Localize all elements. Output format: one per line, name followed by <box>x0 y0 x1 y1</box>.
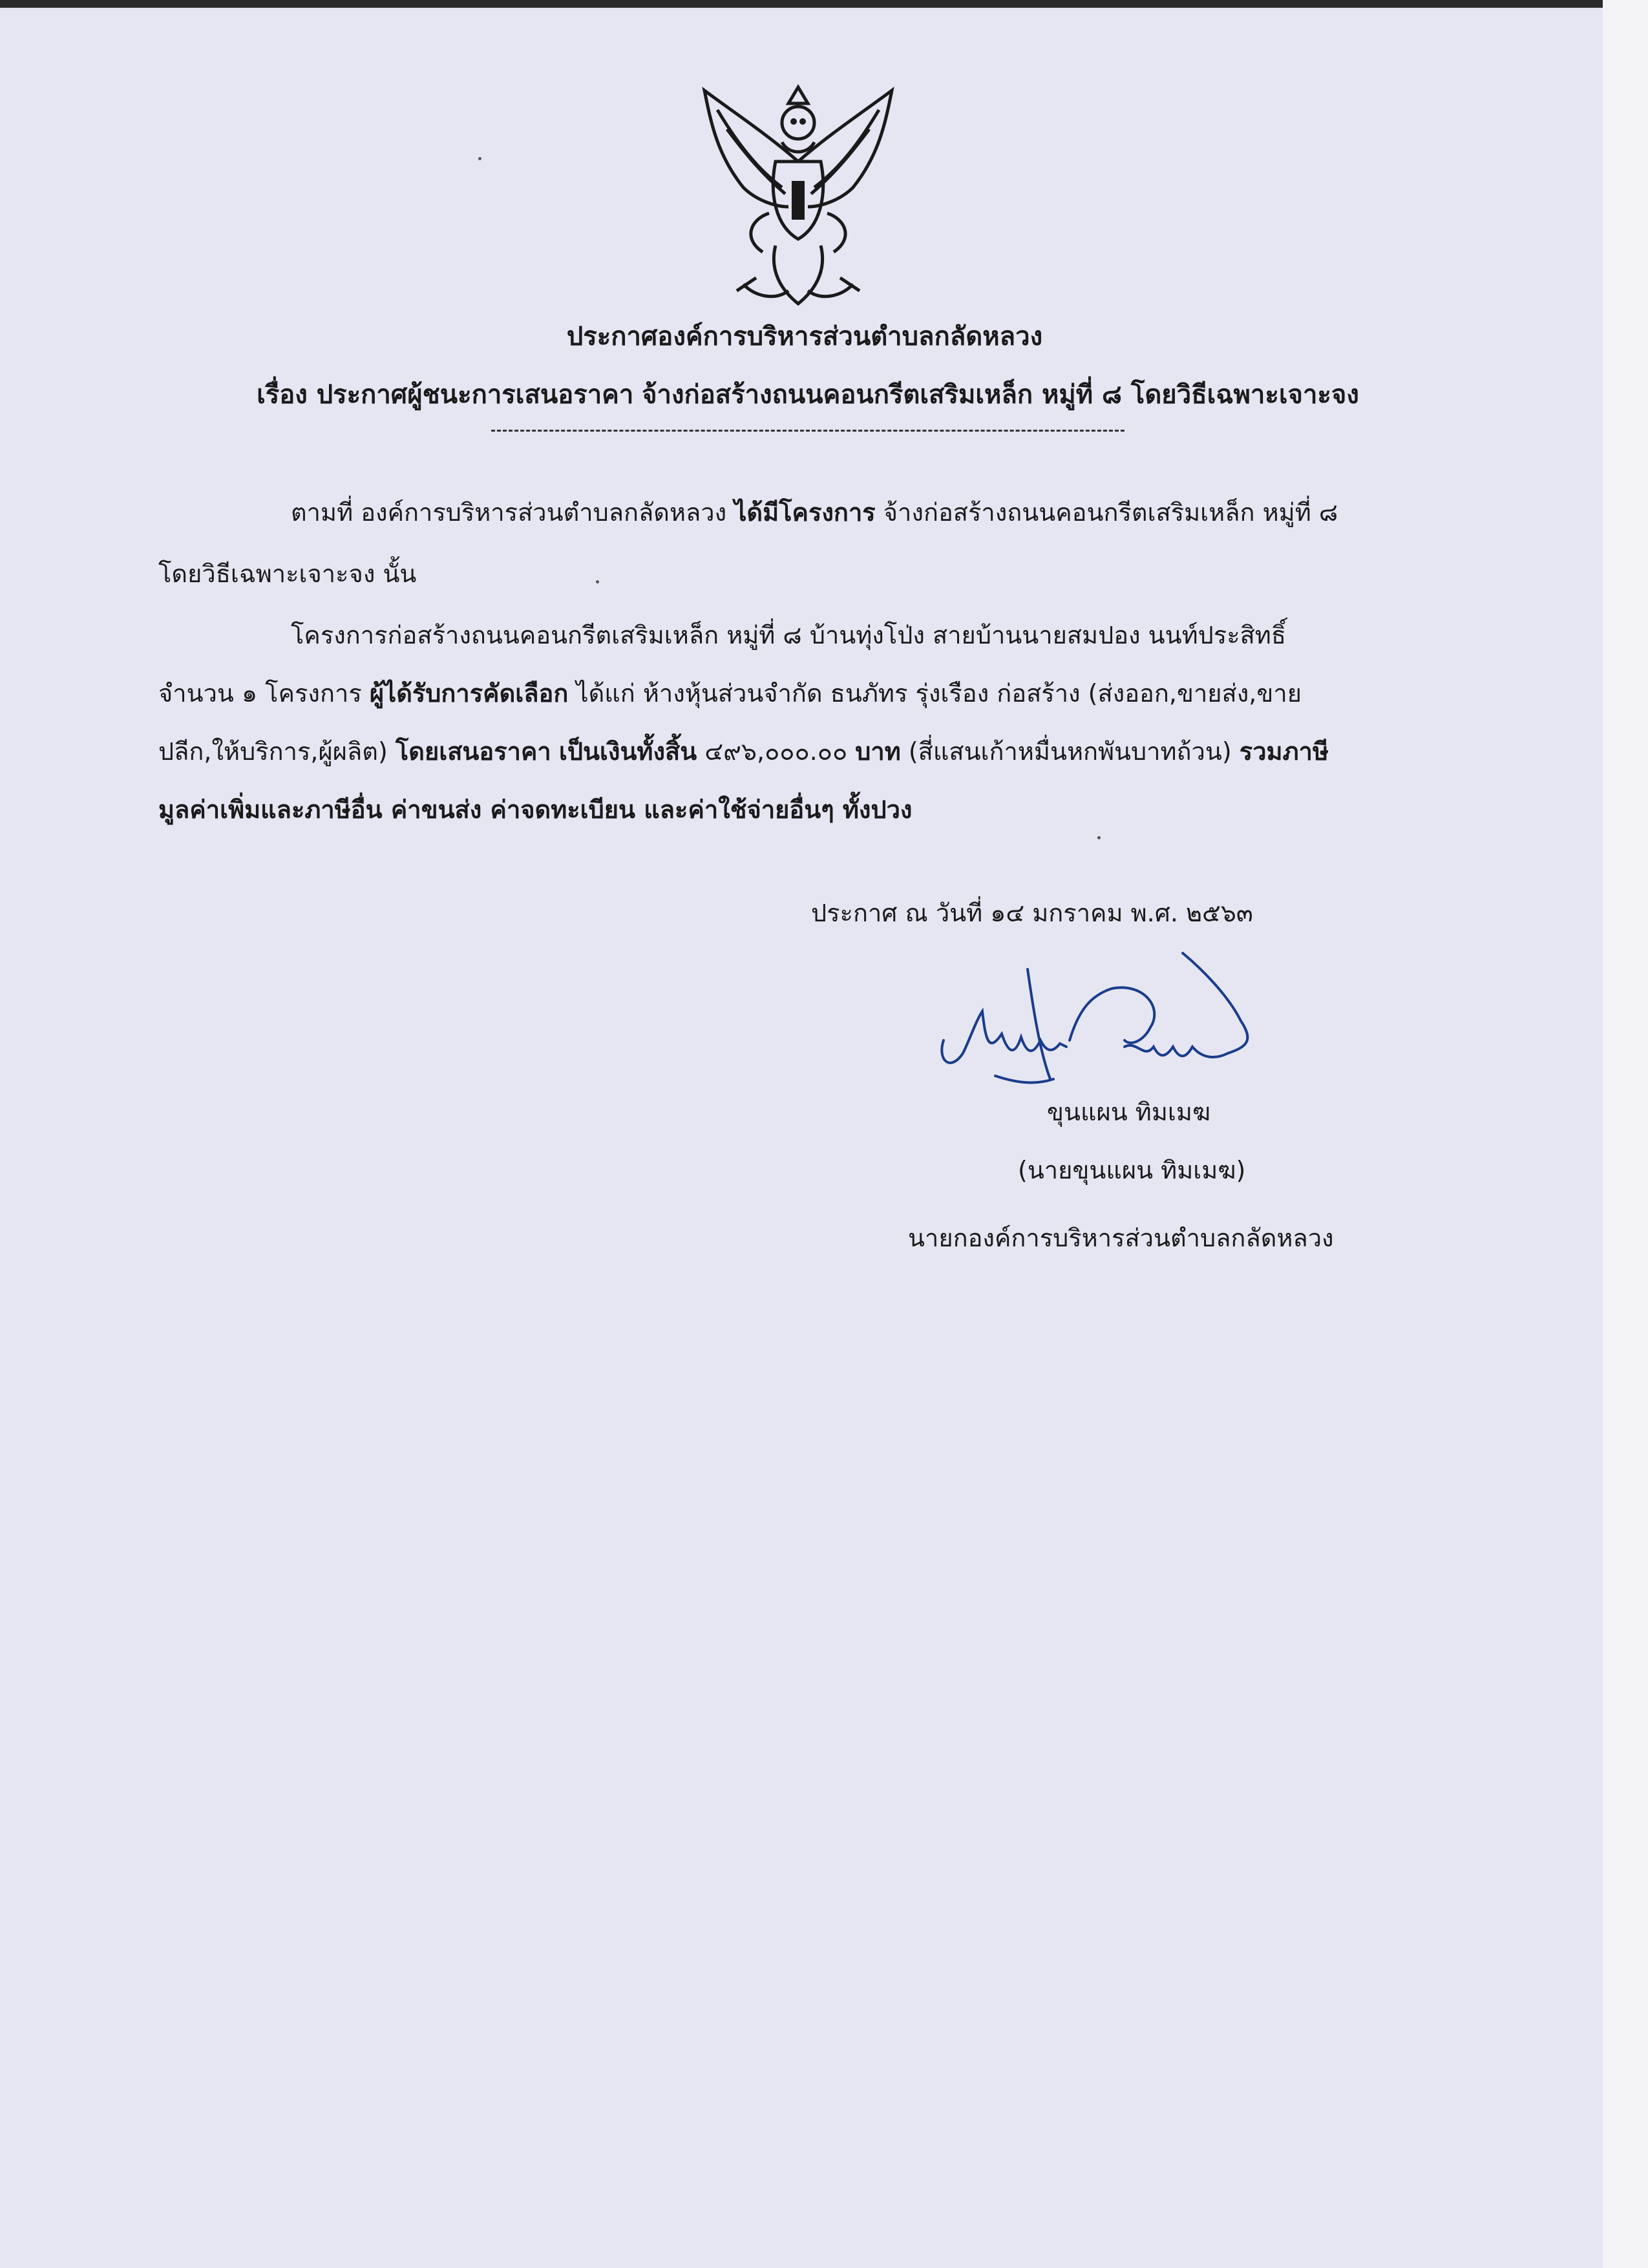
subject-label: เรื่อง ประกาศผู้ชนะการเสนอราคา <box>257 380 634 410</box>
paragraph-2-line-3 <box>158 720 1329 782</box>
paragraph-2-line-2 <box>158 662 1302 724</box>
signer-position: นายกองค์การบริหารส่วนตำบลกลัดหลวง <box>908 1224 1334 1252</box>
signer-full-name: (นายขุนแผน ทิมเมฆ) <box>1018 1156 1246 1184</box>
text-span: จ้างก่อสร้างถนนคอนกรีตเสริมเหล็ก หมู่ที่ ๘ <box>883 498 1338 527</box>
paragraph-2-line-4: มูลค่าเพิ่มและภาษีอื่น ค่าขนส่ง ค่าจดทะเบียน และค่าใช้จ่ายอื่นๆ ทั้งปวง <box>158 795 913 824</box>
text-span: ตามที่ องค์การบริหารส่วนตำบลกลัดหลวง <box>291 498 727 527</box>
text-span: บาท <box>855 737 901 766</box>
text-span: ได้มีโครงการ <box>734 498 876 527</box>
scan-top-edge <box>0 0 1648 8</box>
amount: ๔๙๖,๐๐๐.๐๐ <box>704 737 848 766</box>
scan-right-edge <box>1603 0 1648 2268</box>
divider <box>491 430 1125 432</box>
handwritten-signature <box>931 950 1280 1105</box>
scan-speck <box>1097 836 1101 839</box>
amount-in-words: (สี่แสนเก้าหมื่นหกพันบาทถ้วน) <box>908 737 1232 766</box>
garuda-emblem-icon <box>692 84 905 317</box>
text-span: จำนวน ๑ โครงการ <box>158 679 362 708</box>
paragraph-1-line-1 <box>291 481 1338 543</box>
text-span: รวมภาษี <box>1239 737 1329 766</box>
text-span: โดยเสนอราคา <box>395 737 551 766</box>
paragraph-1-line-2: โดยวิธีเฉพาะเจาะจง นั้น <box>158 560 417 588</box>
text-span: เป็นเงินทั้งสิ้น <box>558 737 697 766</box>
paragraph-2-line-1: โครงการก่อสร้างถนนคอนกรีตเสริมเหล็ก หมู่ที่ ๘ บ้านทุ่งโป่ง สายบ้านนายสมปอง นนท์ประสิทธิ์ <box>291 621 1287 649</box>
scan-speck <box>596 580 599 583</box>
text-span: ได้แก่ ห้างหุ้นส่วนจำกัด ธนภัทร รุ่งเรือง ก่อสร้าง (ส่งออก,ขายส่ง,ขาย <box>576 679 1302 708</box>
document-title: ประกาศองค์การบริหารส่วนตำบลกลัดหลวง <box>566 322 1043 352</box>
subject-text: จ้างก่อสร้างถนนคอนกรีตเสริมเหล็ก หมู่ที่ ๘ โดยวิธีเฉพาะเจาะจง <box>642 380 1359 410</box>
document-subject <box>213 373 1402 415</box>
announcement-date: ประกาศ ณ วันที่ ๑๔ มกราคม พ.ศ. ๒๕๖๓ <box>811 899 1253 927</box>
signature-name: ขุนแผน ทิมเมฆ <box>1047 1098 1211 1126</box>
text-span: ปลีก,ให้บริการ,ผู้ผลิต) <box>158 737 388 766</box>
scan-speck <box>478 157 481 160</box>
text-span: ผู้ได้รับการคัดเลือก <box>369 679 569 708</box>
